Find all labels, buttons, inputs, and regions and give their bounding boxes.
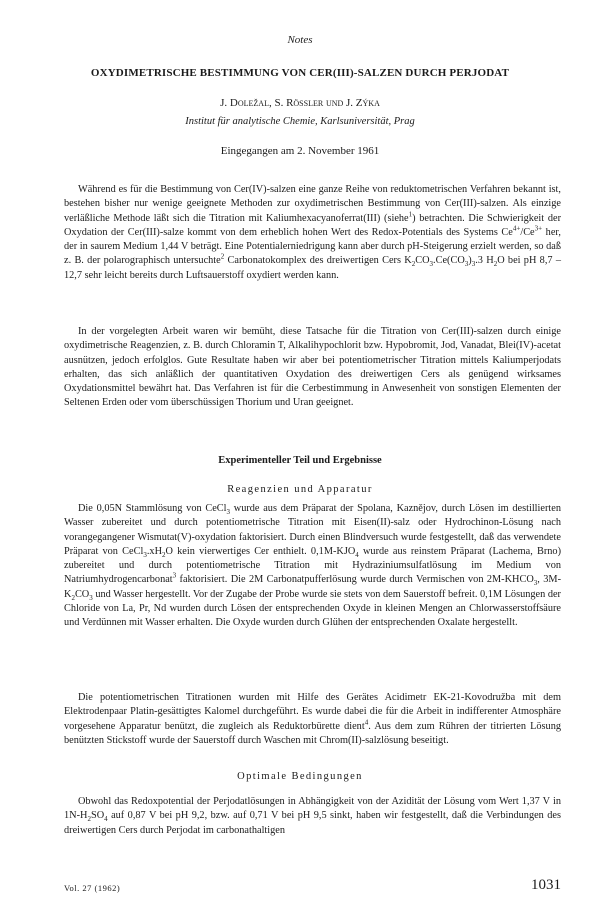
paragraph-2: In der vorgelegten Arbeit waren wir bemüht, diese Tatsache für die Titration von Cer(III)-salzen durch einige oxydimetrische Reagenzien, z. B. durch Chloramin T, Alkalihypochlorit bzw. Hypobromit, Jod, Vanadat, Blei(IV)-acetat ausnützen, jedoch erfolglos. Gute Resultate haben wir aber bei potentiometrischer Titration mittels Kaliumperjodats erhalten, das sich anläßlich der quantitativen Oxydation des dreiwertigen Cers als genügend wirksames Oxydationsmittel bewährt hat. Das Verfahren ist für die Cerbestimmung in Anwesenheit von sonstigen Elementen der Seltenen Erden oder vom überschüssigen Thorium und Uran geeignet.: [64, 326, 561, 409]
reference-2: 2: [220, 253, 225, 262]
subsection-heading-reagents: Reagenzien und Apparatur: [227, 484, 373, 495]
article-title: OXYDIMETRISCHE BESTIMMUNG VON CER(III)-SALZEN DURCH PERJODAT: [90, 67, 510, 79]
received-date: Eingegangen am 2. November 1961: [220, 145, 380, 157]
volume-info: Vol. 27 (1962): [64, 883, 121, 893]
article-authors: J. Doležal, S. Rössler und J. Zýka: [220, 97, 380, 109]
page-number: 1031: [531, 877, 561, 893]
paragraph-5: Obwohl das Redoxpotential der Perjodatlösungen in Abhängigkeit von der Azidität der Lösung vom Wert 1,37 V in $1N-H_2SO_4$ auf 0,87 V bei pH 9,2, bzw. auf 0,71 V bei pH 9,5 sinkt, haben wir festgestellt, daß die Verbindungen des dreiwertigen Cers durch Perjodat im carbonathaltigen: [64, 796, 561, 836]
reference-1: 1: [408, 210, 413, 219]
article-affiliation: Institut für analytische Chemie, Karlsuniversität, Prag: [185, 116, 415, 127]
subsection-heading-conditions: Optimale Bedingungen: [237, 771, 363, 782]
section-heading: Experimenteller Teil und Ergebnisse: [218, 455, 382, 466]
reference-3: 3: [172, 572, 177, 581]
running-header: Notes: [287, 34, 313, 46]
paragraph-3: Die 0,05N Stammlösung von CeCl$_3$ wurde aus dem Präparat der Spolana, Kaznějov, durch Lösen im destillierten Wasser zubereitet und durch potentiometrische Titration mit Eisen(II)-salz oder Hydrochinon-Lösung nach vorangegangener Wismutat(V)-oxydation faktorisiert. Durch einen Blindversuch wurde festgestellt, daß das verwendete Präparat von $CeCl_3.xH_2O$ kein vierwertiges Cer enthielt. $0,1M-KJO_4$ wurde aus reinstem Präparat (Lachema, Brno) zubereitet und durch potentiometrische Titration mit Hydraziniumsulfatlösung im Medium von Natriumhydrogencarbonat$^3$ faktorisiert. Die 2M Carbonatpufferlösung wurde durch Vermischen von $2M-KHCO_3$, $3M-K_2CO_3$ und Wasser hergestellt. Vor der Zugabe der Probe wurde sie stets von dem Sauerstoff befreit. 0,1M Lösungen der Chloride von La, Pr, Nd wurden durch Lösen der entsprechenden Oxyde in kleinen Mengen an Chlorwasserstoffsäure und Verdünnen mit Wasser erhalten. Die Oxyde wurden durch Glühen der entsprechenden Oxalate hergestellt.: [64, 503, 561, 629]
paragraph-1: Während es für die Bestimmung von Cer(IV)-salzen eine ganze Reihe von reduktometrischen Verfahren bekannt ist, bestehen bisher nur wenige geeignete Methoden zur oxydimetrischen Bestimmung von Cer(III)-salzen. Als einzige verläßliche Methode läßt sich die Titration mit Kaliumhexacyanoferrat(III) (siehe$^1$) betrachten. Die Schwierigkeit der Oxydation der Cer(III)-salze kommt von dem erheblich hohen Wert des Redox-Potentials des Systems $Ce^{4+}/Ce^{3+}$ her, der in saurem Medium 1,44 V beträgt. Eine Potentialerniedrigung kann aber durch pH-Steigerung erzielt werden, so daß z. B. der polarographisch untersuchte$^2$ Carbonatokomplex des dreiwertigen Cers $K_2CO_3.Ce(CO_3)_3.3$ $H_2O$ bei pH 8,7 – 12,7 sehr leicht bereits durch Luftsauerstoff oxydiert werden kann.: [64, 184, 561, 281]
paragraph-4: Die potentiometrischen Titrationen wurden mit Hilfe des Gerätes Acidimetr EK-21-Kovodružba mit dem Elektrodenpaar Platin-gesättigtes Kalomel durchgeführt. Es wurde dabei die für die Arbeit in indifferenter Atmosphäre vorgesehene Apparatur benützt, die zugleich als Reduktorbürette dient$^4$. Aus dem zum Rühren der titrierten Lösung benützten Stickstoff wurde der Sauerstoff durch Waschen mit Chrom(II)-salzlösung beseitigt.: [64, 692, 561, 746]
reference-4: 4: [364, 718, 369, 727]
